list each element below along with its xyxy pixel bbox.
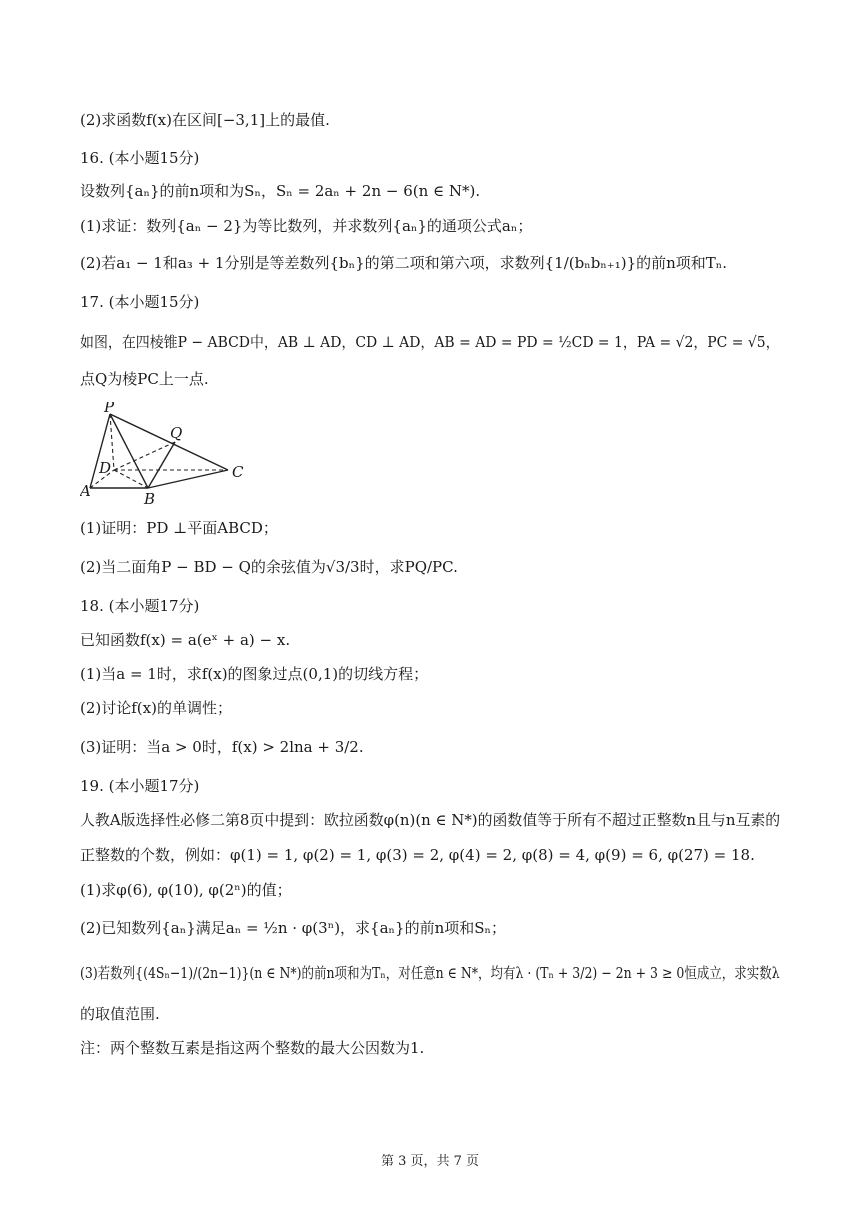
vertex-label-a: A xyxy=(80,482,91,500)
question-16-part-1: (1)求证：数列{aₙ − 2}为等比数列，并求数列{aₙ}的通项公式aₙ； xyxy=(80,217,533,235)
page-footer: 第 3 页，共 7 页 xyxy=(380,1154,480,1169)
question-18-part-2: (2)讨论f(x)的单调性； xyxy=(80,699,232,717)
question-17-part-2: (2)当二面角P − BD − Q的余弦值为√3/3时，求PQ/PC. xyxy=(80,558,458,576)
question-19-part-3-cont: 的取值范围. xyxy=(80,1005,160,1023)
question-19-stem: 人教A版选择性必修二第8页中提到：欧拉函数φ(n)(n ∈ N*)的函数值等于所有不超过正整数n且与n互素的 xyxy=(80,811,781,829)
question-18-heading: 18. (本小题17分) xyxy=(80,597,200,615)
question-16-heading: 16. (本小题15分) xyxy=(80,149,200,167)
question-16-part-2: (2)若a₁ − 1和a₃ + 1分别是等差数列{bₙ}的第二项和第六项，求数列{1/(bₙbₙ₊₁)}的前n项和Tₙ. xyxy=(80,254,728,272)
question-19-note: 注：两个整数互素是指这两个整数的最大公因数为1. xyxy=(80,1039,425,1057)
question-19-heading: 19. (本小题17分) xyxy=(80,777,200,795)
vertex-label-c: C xyxy=(232,463,244,481)
vertex-label-b: B xyxy=(144,490,156,508)
vertex-label-q: Q xyxy=(170,424,183,442)
question-18-part-3: (3)证明：当a > 0时，f(x) > 2lna + 3/2. xyxy=(80,738,364,756)
vertex-label-d: D xyxy=(99,459,112,477)
question-17-heading: 17. (本小题15分) xyxy=(80,293,200,311)
question-19-stem-cont: 正整数的个数，例如：φ(1) = 1, φ(2) = 1, φ(3) = 2, φ(4) = 2, φ(8) = 4, φ(9) = 6, φ(27) = 18. xyxy=(80,846,755,864)
vertex-label-p: P xyxy=(104,402,115,416)
question-18-part-1: (1)当a = 1时，求f(x)的图象过点(0,1)的切线方程； xyxy=(80,665,429,683)
question-17-part-1: (1)证明：PD ⊥平面ABCD； xyxy=(80,519,278,537)
question-17-stem: 如图，在四棱锥P − ABCD中，AB ⊥ AD，CD ⊥ AD，AB = AD = PD = ½CD = 1，PA = √2，PC = √5， xyxy=(80,333,780,351)
question-16-stem: 设数列{aₙ}的前n项和为Sₙ，Sₙ = 2aₙ + 2n − 6(n ∈ N*). xyxy=(80,182,481,200)
question-15-part-2: (2)求函数f(x)在区间[−3,1]上的最值. xyxy=(80,111,330,129)
question-17-stem-cont: 点Q为棱PC上一点. xyxy=(80,370,209,388)
question-18-stem: 已知函数f(x) = a(eˣ + a) − x. xyxy=(80,631,291,649)
pyramid-figure xyxy=(80,402,260,510)
question-19-part-3: (3)若数列{(4Sₙ−1)/(2n−1)}(n ∈ N*)的前n项和为Tₙ，对任意n ∈ N*，均有λ · (Tₙ + 3/2) − 2n + 3 ≥ 0恒成立，求实数λ xyxy=(80,964,780,982)
question-19-part-2: (2)已知数列{aₙ}满足aₙ = ½n · φ(3ⁿ)，求{aₙ}的前n项和Sₙ； xyxy=(80,919,506,937)
question-19-part-1: (1)求φ(6), φ(10), φ(2ⁿ)的值； xyxy=(80,881,292,899)
